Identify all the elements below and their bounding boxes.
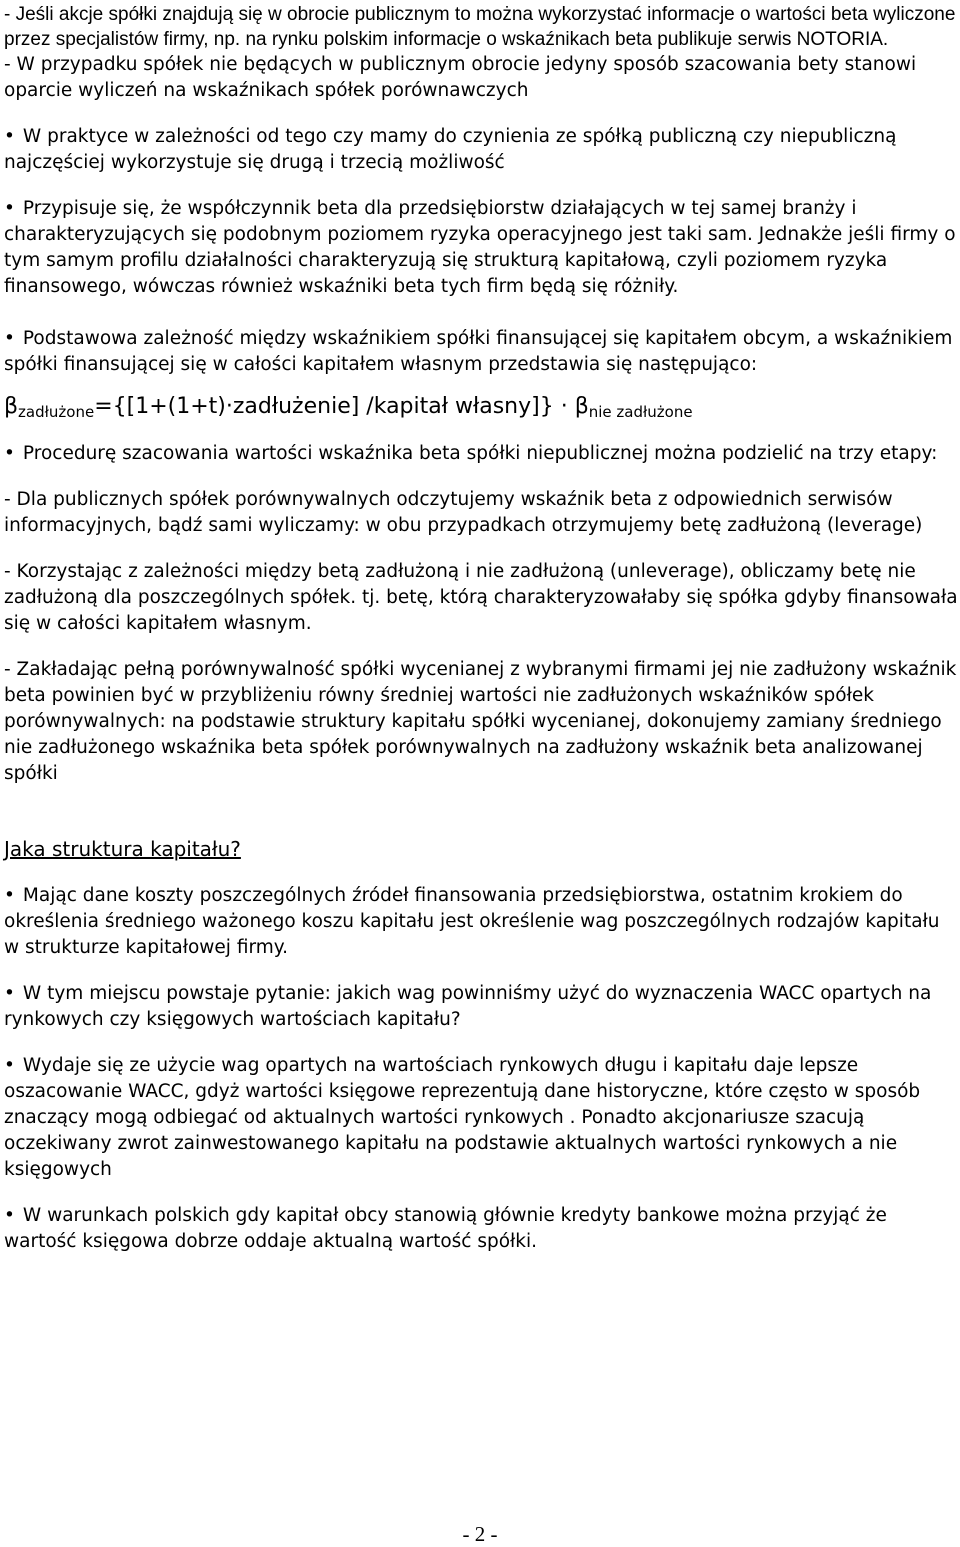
- step-2: - Korzystając z zależności między betą zadłużoną i nie zadłużoną (unleverage), obliczamy betę nie zadłużoną dla poszczególnych spółek. tj. betę, którą charakteryzowałaby się spółka gdyby finansowała się w całości kapitałem własnym.: [4, 561, 958, 634]
- bullet-same-industry: • Przypisuje się, że współczynnik beta dla przedsiębiorstw działających w tej samej branży i charakteryzujących się podobnym poziomem ryzyka operacyjnego jest taki sam. Jednakże jeśli firmy o tym samym profilu działalności charakteryzują się strukturą kapitałową, czyli poziomem ryzyka finansowego, wówczas również wskaźniki beta tych firm będą się różniły.: [4, 196, 958, 300]
- bullet-market-values: • Wydaje się ze użycie wag opartych na wartościach rynkowych długu i kapitału daje lepsze oszacowanie WACC, gdyż wartości księgowe reprezentują dane historyczne, które często w sposób znaczący mogą odbiegać od aktualnych wartości rynkowych . Ponadto akcjonariusze szacują oczekiwany zwrot zainwestowanego kapitału na podstawie aktualnych wartości rynkowych a nie księgowych: [4, 1053, 958, 1183]
- formula-sub-unleveraged: nie zadłużone: [588, 403, 693, 421]
- intro-paragraph-notoria: - Jeśli akcje spółki znajdują się w obrocie publicznym to można wykorzystać informacje o wartości beta wyliczone przez specjalistów firmy, np. na rynku polskim informacje o wskaźnikach beta publikuje serwis NOTORIA.: [4, 4, 956, 50]
- step-3: - Zakładając pełną porównywalność spółki wycenianej z wybranymi firmami jej nie zadłużony wskaźnik beta powinien być w przybliżeniu równy średniej wartości nie zadłużonych wskaźników spółek porównywalnych: na podstawie struktury kapitału spółki wycenianej, dokonujemy zamiany średniego nie zadłużonego wskaźnika beta spółek porównywalnych na zadłużony wskaźnik beta analizowanej spółki: [4, 659, 957, 784]
- bullet-practice: • W praktyce w zależności od tego czy mamy do czynienia ze spółką publiczną czy niepubliczną najczęściej wykorzystuje się drugą i trzecią możliwość: [4, 124, 958, 176]
- formula-body: ={[1+(1+t)·zadłużenie] /kapitał własny]} ·: [94, 394, 568, 419]
- beta-symbol: β: [4, 394, 19, 419]
- bullet-wacc-question: • W tym miejscu powstaje pytanie: jakich wag powinniśmy użyć do wyznaczenia WACC opartych na rynkowych czy księgowych wartościach kapitału?: [4, 981, 958, 1033]
- bullet-weights-intro: • Mając dane koszty poszczególnych źródeł finansowania przedsiębiorstwa, ostatnim krokiem do określenia średniego ważonego koszu kapitału jest określenie wag poszczególnych rodzajów kapitału w strukturze kapitałowej firmy.: [4, 883, 958, 961]
- formula-sub-leveraged: zadłużone: [18, 403, 95, 421]
- section-heading: Jaka struktura kapitału?: [4, 837, 241, 861]
- bullet-polish-conditions: • W warunkach polskich gdy kapitał obcy stanowią głównie kredyty bankowe można przyjąć że wartość księgowa dobrze oddaje aktualną wartość spółki.: [4, 1203, 958, 1255]
- document-page: [4, 2, 958, 1255]
- page-number: - 2 -: [462, 1522, 498, 1546]
- bullet-basic-relation: • Podstawowa zależność między wskaźnikiem spółki finansującej się kapitałem obcym, a wskaźnikiem spółki finansującej się w całości kapitałem własnym przedstawia się następująco:: [4, 326, 958, 378]
- step-1: - Dla publicznych spółek porównywalnych odczytujemy wskaźnik beta z odpowiednich serwisów informacyjnych, bądź sami wyliczamy: w obu przypadkach otrzymujemy betę zadłużoną (leverage): [4, 489, 923, 536]
- beta-formula: [4, 392, 958, 427]
- intro-paragraph-private: - W przypadku spółek nie będących w publicznym obrocie jedyny sposób szacowania bety stanowi oparcie wyliczeń na wskaźnikach spółek porównawczych: [4, 54, 917, 101]
- bullet-procedure: • Procedurę szacowania wartości wskaźnika beta spółki niepublicznej można podzielić na trzy etapy:: [4, 441, 958, 467]
- beta-symbol-right: β: [574, 394, 589, 419]
